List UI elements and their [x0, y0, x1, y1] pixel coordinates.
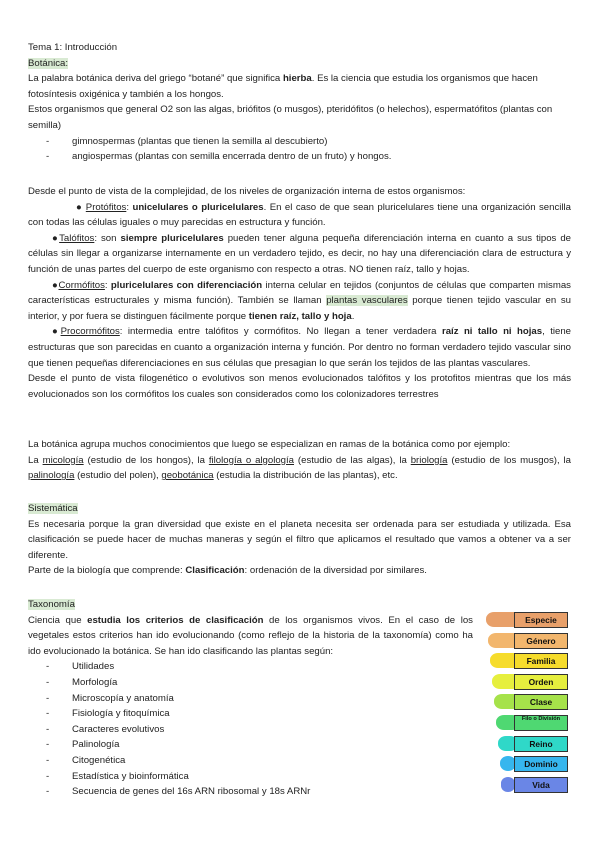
rank-label: Orden [514, 674, 568, 690]
list-item: - Caracteres evolutivos [46, 722, 473, 738]
talofitos-paragraph: ●Talófitos: son siempre pluricelulares pueden tener alguna pequeña diferenciación interna en cuanto a sus tipos de células sin llegar a organizarse internamente en un verdadero tejido, es decir, no hay una diferenciación clara de estructura y función de unas partes del cuerpo de este organismo con respecto a otras. NO tienen raíz, tallo y hojas. [28, 232, 572, 275]
list-item: - Citogenética [46, 753, 473, 769]
botanica-organisms: Estos organismos que general O2 son las algas, briófitos (o musgos), pteridófitos (o helechos), espermatófitos (plantas con semilla) [28, 104, 553, 131]
botanica-heading: Botánica: [28, 57, 69, 69]
criteria-list [28, 659, 473, 799]
rank-level [478, 672, 570, 691]
sistematica-paragraph: Es necesaria porque la gran diversidad que existe en el planeta necesita ser ordenada para ser estudiada y utilizada. Esa clasificación se puede hacer de muchas maneras y según el filtro que aplicamos el resultado que vamos a obtener va a ser diferente. [28, 518, 571, 561]
ramas-intro: La botánica agrupa muchos conocimientos que luego se especializan en ramas de la botánica como por ejemplo: [28, 439, 511, 450]
rank-label: Género [514, 633, 568, 649]
rank-label: Vida [514, 777, 568, 793]
taxonomia-section [28, 597, 473, 800]
rank-level [478, 651, 570, 670]
complejidad-intro: Desde el punto de vista de la complejidad, de los niveles de organización interna de estos organismos: [28, 186, 466, 197]
rank-label: Dominio [514, 756, 568, 772]
list-item: - Fisiología y fitoquímica [46, 706, 473, 722]
taxonomy-ranks-figure [478, 610, 570, 800]
document-title: Tema 1: Introducción [28, 42, 118, 53]
list-item: - angiospermas (plantas con semilla encerrada dentro de un fruto) y hongos. [46, 149, 571, 165]
list-item: - Secuencia de genes del 16s ARN ribosomal y 18s ARNr [46, 784, 473, 800]
list-item: - Palinología [46, 737, 473, 753]
protofitos-paragraph: ● Protófitos: unicelulares o pluricelulares. En el caso de que sean pluricelulares tiene una organización sencilla con todas las células iguales o muy parecidas en estructura y función. [28, 201, 571, 229]
rank-level [478, 631, 570, 650]
ramas-list: La micología (estudio de los hongos), la filología o algología (estudio de las algas), la briología (estudio de los musgos), la palinología (estudio del polen), geobotánica (estudia la distribución de las plantas), etc. [28, 454, 571, 482]
clasificacion-paragraph: Parte de la biología que comprende: Clasificación: ordenación de la diversidad por similares. [28, 565, 427, 577]
seed-plants-list [28, 134, 571, 165]
list-item: - gimnospermas (plantas que tienen la semilla al descubierto) [46, 134, 571, 150]
rank-level [478, 610, 570, 629]
rank-label: Clase [514, 694, 568, 710]
rank-label: Filo o División [514, 715, 568, 731]
rank-level [478, 754, 570, 773]
rank-cone [501, 777, 515, 792]
ramas-section [28, 437, 571, 484]
taxonomia-paragraph: Ciencia que estudia los criterios de clasificación de los organismos vivos. En el caso de los vegetales estos criterios han ido evolucionando (como reflejo de la historia de la taxonomía) como ha ido evolucionado la botánica. Se han ido clasificando las plantas según: [28, 614, 473, 657]
rank-level [478, 692, 570, 711]
rank-label: Reino [514, 736, 568, 752]
list-item: - Utilidades [46, 659, 473, 675]
sistematica-heading: Sistemática [28, 503, 78, 514]
list-item: - Estadística y bioinformática [46, 769, 473, 785]
botanica-definition: La palabra botánica deriva del griego “botané” que significa hierba. Es la ciencia que estudia los organismos que hacen fotosíntesis oxigénica y también a los hongos. [28, 73, 538, 100]
bullet-icon: ● [52, 326, 61, 338]
bullet-icon: ● [76, 201, 82, 213]
procormofitos-paragraph: ●Procormófitos: intermedia entre talófitos y cormófitos. No llegan a tener verdadera raíz ni tallo ni hojas, tiene estructuras que son parecidas en cuanto a organización interna y función. Por dentro no forman verdadero tejido vascular sino que tienen pequeñas diferenciaciones en sus células que presagian lo que serán los tejidos de las plantas vasculares. [28, 326, 572, 369]
filogenetico-paragraph: Desde el punto de vista filogenético o evolutivos son menos evolucionados talófitos y los protofitos mientras que los más evolucionados son los cormófitos los cuales son considerados como los colonizadores terrestres [28, 373, 571, 400]
botanica-section [28, 40, 571, 165]
complejidad-section [28, 184, 571, 402]
bullet-icon: ● [52, 279, 59, 291]
list-item: - Morfología [46, 675, 473, 691]
rank-level [478, 734, 570, 753]
rank-label: Familia [514, 653, 568, 669]
sistematica-section [28, 501, 571, 579]
rank-level [478, 775, 570, 794]
list-item: - Microscopía y anatomía [46, 691, 473, 707]
cormofitos-paragraph: ●Cormófitos: pluricelulares con diferenciación interna celular en tejidos (conjuntos de células que comparten mismas características estructurales y misma función). También se llaman plantas vasculares porque tienen tejido vascular en su interior, y por fuera se distinguen fácilmente porque tienen raíz, tallo y hoja. [28, 279, 571, 322]
rank-level [478, 713, 570, 732]
bullet-icon: ● [52, 232, 60, 244]
rank-label: Especie [514, 612, 568, 628]
taxonomia-heading: Taxonomía [28, 599, 75, 610]
